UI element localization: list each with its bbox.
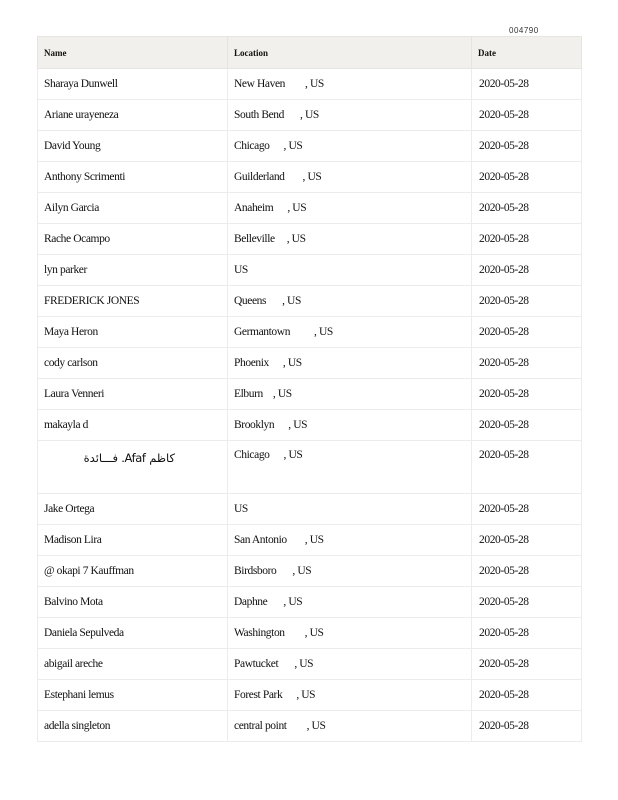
signer-name: adella singleton <box>38 711 228 742</box>
signed-date: 2020-05-28 <box>472 286 582 317</box>
signer-name: Maya Heron <box>38 317 228 348</box>
signer-location <box>228 131 472 162</box>
location-city: Washington <box>234 627 285 639</box>
location-city: Guilderland <box>234 171 285 183</box>
signer-location <box>228 556 472 587</box>
signature-table <box>37 36 582 742</box>
location-city: Phoenix <box>234 357 269 369</box>
signed-date: 2020-05-28 <box>472 711 582 742</box>
signed-date: 2020-05-28 <box>472 193 582 224</box>
location-city: Anaheim <box>234 202 274 214</box>
table-row <box>38 131 582 162</box>
location-country: , US <box>302 171 322 183</box>
location-country: , US <box>306 720 326 732</box>
signer-name: David Young <box>38 131 228 162</box>
column-header-date: Date <box>472 37 582 69</box>
signed-date: 2020-05-28 <box>472 100 582 131</box>
column-header-name: Name <box>38 37 228 69</box>
signer-location <box>228 193 472 224</box>
signed-date: 2020-05-28 <box>472 162 582 193</box>
location-city: Daphne <box>234 596 268 608</box>
location-city: Chicago <box>234 140 270 152</box>
location-city: Belleville <box>234 233 275 245</box>
signer-location <box>228 69 472 100</box>
location-country: , US <box>288 419 308 431</box>
table-row <box>38 286 582 317</box>
document-id: 004790 <box>509 26 539 35</box>
signer-name: Daniela Sepulveda <box>38 618 228 649</box>
signer-location <box>228 224 472 255</box>
location-country: US <box>234 503 248 515</box>
signer-location <box>228 410 472 441</box>
signer-name: Sharaya Dunwell <box>38 69 228 100</box>
location-country: , US <box>272 388 292 400</box>
signed-date: 2020-05-28 <box>472 224 582 255</box>
signer-location <box>228 100 472 131</box>
table-row <box>38 410 582 441</box>
location-country: , US <box>292 565 312 577</box>
signed-date: 2020-05-28 <box>472 348 582 379</box>
signer-location <box>228 348 472 379</box>
signer-name: Madison Lira <box>38 525 228 556</box>
signer-name: lyn parker <box>38 255 228 286</box>
table-row <box>38 255 582 286</box>
table-row <box>38 556 582 587</box>
signer-name: Ariane urayeneza <box>38 100 228 131</box>
location-city: Pawtucket <box>234 658 279 670</box>
signed-date: 2020-05-28 <box>472 255 582 286</box>
location-city: Germantown <box>234 326 291 338</box>
signer-location <box>228 494 472 525</box>
signed-date: 2020-05-28 <box>472 525 582 556</box>
location-country: US <box>234 264 248 276</box>
location-city: Birdsboro <box>234 565 277 577</box>
signer-location <box>228 680 472 711</box>
location-country: , US <box>294 658 314 670</box>
signer-name: abigail areche <box>38 649 228 680</box>
signed-date: 2020-05-28 <box>472 556 582 587</box>
signed-date: 2020-05-28 <box>472 618 582 649</box>
location-country: , US <box>286 233 306 245</box>
signer-name: Ailyn Garcia <box>38 193 228 224</box>
signer-location <box>228 525 472 556</box>
location-city: New Haven <box>234 78 286 90</box>
location-country: , US <box>296 689 316 701</box>
location-country: , US <box>304 534 324 546</box>
signed-date: 2020-05-28 <box>472 680 582 711</box>
table-row <box>38 193 582 224</box>
signer-name: Rache Ocampo <box>38 224 228 255</box>
signed-date: 2020-05-28 <box>472 441 582 494</box>
location-country: , US <box>282 357 302 369</box>
location-country: , US <box>283 140 303 152</box>
signer-name: Laura Venneri <box>38 379 228 410</box>
table-row <box>38 317 582 348</box>
signer-location <box>228 441 472 494</box>
signer-location <box>228 587 472 618</box>
table-header-row <box>38 37 582 69</box>
signer-name: كاظم Afaf. فـــائدة <box>38 441 228 494</box>
signer-name: @ okapi 7 Kauffman <box>38 556 228 587</box>
signer-location <box>228 255 472 286</box>
signed-date: 2020-05-28 <box>472 317 582 348</box>
location-city: Queens <box>234 295 267 307</box>
signed-date: 2020-05-28 <box>472 131 582 162</box>
location-country: , US <box>287 202 307 214</box>
table-row <box>38 587 582 618</box>
location-country: , US <box>300 109 319 121</box>
signer-location <box>228 711 472 742</box>
column-header-location: Location <box>228 37 472 69</box>
signer-location <box>228 618 472 649</box>
location-country: , US <box>282 295 301 307</box>
signed-date: 2020-05-28 <box>472 587 582 618</box>
signer-location <box>228 162 472 193</box>
location-city: Chicago <box>234 449 270 461</box>
table-row <box>38 379 582 410</box>
location-country: , US <box>305 78 324 90</box>
signed-date: 2020-05-28 <box>472 494 582 525</box>
location-city: South Bend <box>234 109 284 121</box>
signer-location <box>228 379 472 410</box>
table-row <box>38 618 582 649</box>
location-country: , US <box>283 596 303 608</box>
signer-name: Jake Ortega <box>38 494 228 525</box>
signed-date: 2020-05-28 <box>472 649 582 680</box>
signed-date: 2020-05-28 <box>472 69 582 100</box>
table-row <box>38 494 582 525</box>
table-row <box>38 680 582 711</box>
location-city: Elburn <box>234 388 263 400</box>
signer-name: Anthony Scrimenti <box>38 162 228 193</box>
signer-location <box>228 649 472 680</box>
signed-date: 2020-05-28 <box>472 410 582 441</box>
table-row <box>38 224 582 255</box>
signer-name: cody carlson <box>38 348 228 379</box>
table-row <box>38 69 582 100</box>
location-city: Brooklyn <box>234 419 275 431</box>
location-country: , US <box>314 326 333 338</box>
location-country: , US <box>304 627 324 639</box>
location-city: Forest Park <box>234 689 283 701</box>
table-row <box>38 348 582 379</box>
table-row <box>38 711 582 742</box>
location-country: , US <box>283 449 303 461</box>
location-city: central point <box>234 720 287 732</box>
location-city: San Antonio <box>234 534 287 546</box>
signer-location <box>228 286 472 317</box>
signer-name: Balvino Mota <box>38 587 228 618</box>
signer-name: FREDERICK JONES <box>38 286 228 317</box>
table-row <box>38 525 582 556</box>
signer-name: Estephani lemus <box>38 680 228 711</box>
signer-location <box>228 317 472 348</box>
signer-name: makayla d <box>38 410 228 441</box>
table-row <box>38 100 582 131</box>
table-body <box>38 69 582 742</box>
table-row <box>38 162 582 193</box>
signed-date: 2020-05-28 <box>472 379 582 410</box>
table-row <box>38 649 582 680</box>
table-row <box>38 441 582 494</box>
